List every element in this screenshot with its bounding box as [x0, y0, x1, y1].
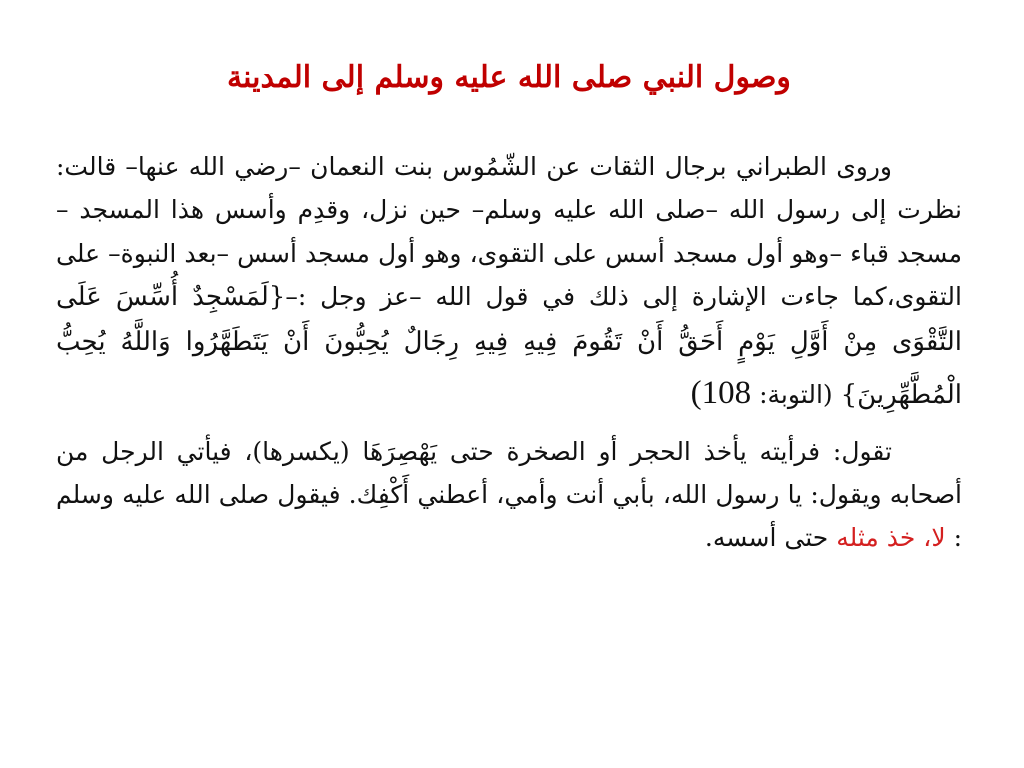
surah-reference: (التوبة: [759, 379, 833, 409]
ayah-number: 108) [690, 374, 752, 411]
quran-verse: {لَمَسْجِدٌ أُسِّسَ عَلَى التَّقْوَى مِنْ أَوَّلِ يَوْمٍ أَحَقُّ أَنْ تَقُومَ فِيهِ فِيهِ رِجَالٌ يُحِبُّونَ أَنْ يَتَطَهَّرُوا وَاللَّهُ يُحِبُّ الْمُطَّهِّرِينَ} [56, 281, 962, 410]
paragraph-narration [56, 145, 962, 422]
narration-text: وروى الطبراني برجال الثقات عن الشّمُوس بنت النعمان –رضي الله عنها– قالت: نظرت إلى رسول الله –صلى الله عليه وسلم– حين نزل، وقدِم وأسس هذا المسجد –مسجد قباء –وهو أول مسجد أسس على التقوى، وهو أول مسجد أسس –بعد النبوة– على التقوى،كما جاءت الإشارة إلى ذلك في قول الله –عز وجل :– [56, 152, 962, 311]
paragraph-account [56, 430, 962, 560]
account-text: تقول: فرأيته يأخذ الحجر أو الصخرة حتى يَهْصِرَهَا (يكسرها)، فيأتي الرجل من أصحابه ويقول: يا رسول الله، بأبي أنت وأمي، أعطني أَكْفِك. فيقول صلى الله عليه وسلم : [56, 436, 962, 553]
account-ending: حتى أسسه. [704, 523, 829, 553]
slide-title: وصول النبي صلى الله عليه وسلم إلى المدينة [227, 60, 791, 95]
prophet-reply-highlight: لا، خذ مثله [836, 523, 946, 553]
slide-body [56, 145, 962, 560]
